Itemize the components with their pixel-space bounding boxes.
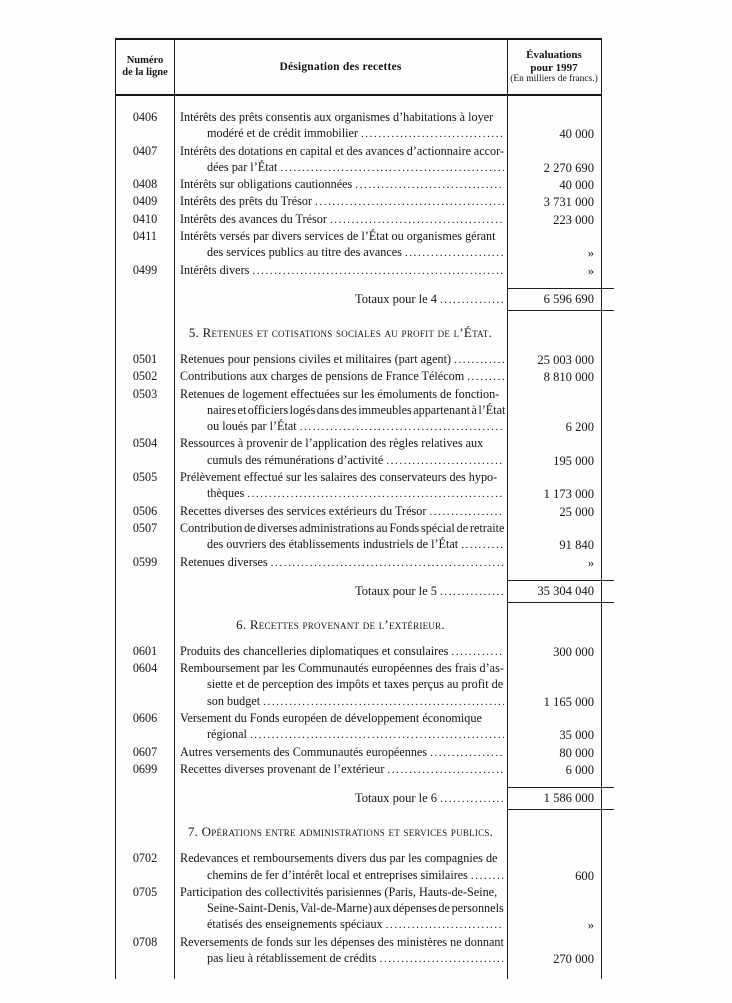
amount-value: 270 000 (553, 951, 594, 966)
designation-line: Ressources à provenir de l’application des règles relatives aux (180, 436, 484, 451)
dot-leader (268, 555, 504, 571)
line-number: 0505 (132, 470, 158, 485)
designation-text: chemins de fer d’intérêt local et entreprises similaires (207, 867, 468, 882)
table-row (116, 469, 601, 503)
designation-text: pas lieu à rétablissement de crédits (207, 950, 377, 965)
dot-leader (247, 727, 504, 743)
total-amount: 6 596 690 (507, 288, 614, 311)
designation-last-line (180, 244, 504, 261)
table-row (116, 262, 601, 279)
designation (174, 660, 507, 710)
line-number: 0503 (132, 386, 158, 401)
designation-text: Recettes diverses provenant de l’extérieur (180, 761, 385, 776)
designation (174, 109, 507, 143)
dot-leader (249, 263, 504, 279)
amount-value: 80 000 (559, 745, 594, 760)
designation-text: Autres versements des Communautés européennes (180, 744, 428, 759)
designation-line: Redevances et remboursements divers dus par les compagnies de (180, 851, 498, 866)
dot-leader (383, 453, 504, 469)
line-number: 0407 (132, 143, 158, 158)
table-row (116, 744, 601, 761)
designation-last-line (180, 159, 504, 176)
designation (174, 435, 507, 469)
total-label-text: Totaux pour le 6 (354, 791, 438, 806)
total-amount: 1 586 000 (507, 787, 614, 810)
designation-line: Contribution de diverses administrations au Fonds spécial de retraite (180, 520, 505, 535)
header-evaluations-text-1: Évaluations (526, 49, 582, 61)
table-row (116, 643, 601, 660)
line-number: 0599 (132, 554, 158, 569)
total-label (174, 292, 507, 307)
table-row (116, 211, 601, 228)
header-evaluations (507, 40, 601, 94)
designation (174, 643, 507, 660)
designation-text: Intérêts divers (180, 262, 250, 277)
designation (174, 351, 507, 368)
designation-last-line (180, 726, 504, 743)
total-label (174, 584, 507, 599)
total-row (116, 787, 601, 810)
designation-last-line (180, 262, 504, 279)
line-number: 0408 (132, 177, 158, 192)
dot-leader (377, 951, 504, 967)
designation-last-line (180, 485, 504, 502)
amount-value: 195 000 (553, 453, 594, 468)
amount-value: 25 003 000 (537, 352, 594, 367)
dot-leader (402, 245, 504, 261)
designation-last-line (180, 867, 504, 884)
line-number: 0705 (132, 884, 158, 899)
total-amount: 35 304 040 (507, 580, 614, 603)
dot-leader (464, 369, 504, 385)
designation-text: Intérêts des avances du Trésor (180, 211, 327, 226)
designation-last-line (180, 418, 504, 435)
table-row (116, 850, 601, 884)
line-number: 0699 (132, 761, 158, 776)
designation-text: des ouvriers des établissements industriels de l’État (207, 537, 459, 552)
designation-last-line (180, 125, 504, 142)
table-row (116, 193, 601, 210)
table-row (116, 435, 601, 469)
amount-value: 91 840 (559, 538, 594, 553)
amount-value: 25 000 (559, 504, 594, 519)
dot-leader (437, 793, 504, 805)
amount-value: 40 000 (559, 178, 594, 193)
designation (174, 143, 507, 177)
designation (174, 744, 507, 761)
designation-text: Intérêts des prêts du Trésor (180, 194, 313, 209)
designation-last-line (180, 950, 504, 967)
dot-leader (427, 745, 504, 761)
line-number: 0708 (132, 934, 158, 949)
dot-leader (277, 160, 504, 176)
designation-line: Seine-Saint-Denis, Val-de-Marne) aux dépenses de personnels (207, 901, 504, 916)
designation-text: Contributions aux charges de pensions de France Télécom (180, 369, 465, 384)
table-row (116, 386, 601, 436)
table-row (116, 368, 601, 385)
dot-leader (384, 762, 504, 778)
amount-value: 223 000 (553, 212, 594, 227)
amount-value: » (587, 263, 594, 278)
line-number: 0406 (132, 110, 158, 124)
designation (174, 934, 507, 968)
header-evaluations-text-2: pour 1997 (530, 61, 578, 74)
designation (174, 386, 507, 436)
amount-value: 2 270 690 (543, 160, 594, 175)
header-line-number-text-2: de la ligne (122, 67, 168, 78)
designation-last-line (180, 554, 504, 571)
section-title-row (116, 824, 601, 840)
designation-text: modéré et de crédit immobilier (207, 126, 358, 141)
dot-leader (451, 352, 504, 368)
designation-last-line (180, 536, 504, 553)
line-number: 0502 (132, 369, 158, 384)
amount-value: » (587, 246, 594, 261)
header-designation (174, 40, 507, 94)
designation-last-line (180, 351, 504, 368)
section-title-row (116, 325, 601, 341)
designation-line: Participation des collectivités parisiennes (Paris, Hauts-de-Seine, (180, 884, 498, 899)
dot-leader (327, 212, 504, 228)
designation-line: Remboursement par les Communautés européennes des frais d’as- (180, 661, 504, 676)
amount-value: 35 000 (559, 728, 594, 743)
table-row (116, 520, 601, 554)
header-line-number (116, 40, 174, 94)
designation (174, 469, 507, 503)
table-row (116, 934, 601, 968)
designation-last-line (180, 368, 504, 385)
amount-value: 1 165 000 (543, 694, 594, 709)
line-number: 0702 (132, 851, 158, 866)
designation-last-line (180, 452, 504, 469)
designation (174, 850, 507, 884)
designation (174, 710, 507, 744)
designation-last-line (180, 503, 504, 520)
amount-value: 40 000 (559, 127, 594, 142)
line-number: 0409 (132, 194, 158, 209)
designation-text: Recettes diverses des services extérieurs du Trésor (180, 503, 427, 518)
amount-value: 600 (575, 868, 594, 883)
header-designation-text: Désignation des recettes (279, 61, 402, 73)
table-row (116, 660, 601, 710)
designation-line: Prélèvement effectué sur les salaires des conservateurs des hypo- (180, 470, 498, 485)
line-number: 0604 (132, 661, 158, 676)
designation (174, 503, 507, 520)
dot-leader (352, 177, 504, 193)
line-number: 0501 (132, 351, 158, 366)
line-number: 0601 (132, 643, 158, 658)
section-title: 7. Opérations entre administrations et services publics. (187, 824, 494, 840)
designation-text: ou loués par l’État (207, 419, 297, 434)
table-header-row (116, 40, 601, 96)
dot-leader (448, 644, 504, 660)
designation (174, 262, 507, 279)
line-number: 0410 (132, 211, 158, 226)
total-row (116, 288, 601, 311)
designation-last-line (180, 744, 504, 761)
designation-text: Retenues pour pensions civiles et militaires (part agent) (180, 351, 452, 366)
amount-value: 6 200 (565, 420, 594, 435)
designation-text: étatisés des enseignements spéciaux (207, 917, 383, 932)
designation-text: des services publics au titre des avances (207, 245, 402, 260)
designation-line: Versement du Fonds européen de développement économique (180, 711, 482, 726)
designation-text: thèques (207, 486, 245, 501)
total-label-text: Totaux pour le 5 (354, 583, 438, 598)
table-row (116, 884, 601, 934)
designation-text: cumuls des rémunérations d’activité (207, 452, 384, 467)
designation-last-line (180, 761, 504, 778)
amount-value: 3 731 000 (543, 195, 594, 210)
dot-leader (437, 294, 504, 306)
column-divider-right (507, 40, 508, 979)
table-row (116, 761, 601, 778)
revenue-table (115, 38, 602, 979)
designation-last-line (180, 176, 504, 193)
dot-leader (458, 537, 504, 553)
amount-value: » (587, 918, 594, 933)
designation (174, 228, 507, 262)
designation-text: régional (207, 727, 247, 742)
dot-leader (383, 917, 504, 933)
total-label-text: Totaux pour le 4 (354, 291, 438, 306)
table-row (116, 554, 601, 571)
section-title: 6. Recettes provenant de l’extérieur. (236, 616, 445, 632)
amount-value: 6 000 (565, 762, 594, 777)
total-row (116, 580, 601, 603)
designation-last-line (180, 916, 504, 933)
designation (174, 520, 507, 554)
amount-value: 300 000 (553, 644, 594, 659)
dot-leader (297, 419, 504, 435)
designation-line: Intérêts des prêts consentis aux organismes d’habitations à loyer (180, 110, 494, 124)
designation-last-line (180, 693, 504, 710)
designation (174, 884, 507, 934)
dot-leader (437, 586, 504, 598)
designation-text: dées par l’État (207, 159, 278, 174)
line-number: 0506 (132, 503, 158, 518)
designation-line: Intérêts versés par divers services de l’État ou organismes gérant (180, 229, 496, 244)
table-row (116, 503, 601, 520)
line-number: 0411 (133, 229, 157, 244)
designation-text: Retenues diverses (180, 554, 268, 569)
dot-leader (244, 486, 504, 502)
section-title: 5. Retenues et cotisations sociales au profit de l’État. (188, 324, 493, 340)
line-number: 0606 (132, 711, 158, 726)
designation-line: Reversements de fonds sur les dépenses des ministères ne donnant (180, 934, 504, 949)
line-number: 0499 (132, 262, 158, 277)
dot-leader (426, 504, 504, 520)
dot-leader (358, 126, 504, 142)
amount-value: 8 810 000 (543, 370, 594, 385)
designation (174, 368, 507, 385)
designation-line: Intérêts des dotations en capital et des avances d’actionnaire accor- (180, 143, 504, 158)
header-evaluations-unit: (En milliers de francs.) (510, 74, 598, 84)
table-row (116, 109, 601, 143)
dot-leader (312, 194, 504, 210)
designation-last-line (180, 643, 504, 660)
designation (174, 176, 507, 193)
total-label (174, 791, 507, 806)
header-line-number-text-1: Numéro (126, 54, 164, 66)
table-row (116, 143, 601, 177)
column-divider-left (174, 40, 175, 979)
table-row (116, 351, 601, 368)
designation (174, 193, 507, 210)
table-body (116, 96, 601, 979)
line-number: 0607 (132, 744, 158, 759)
designation-line: siette et de perception des impôts et taxes perçus au profit de (207, 677, 504, 692)
line-number: 0504 (132, 436, 158, 451)
designation (174, 211, 507, 228)
amount-value: 1 173 000 (543, 487, 594, 502)
designation-last-line (180, 211, 504, 228)
section-title-row (116, 617, 601, 633)
dot-leader (260, 694, 504, 710)
designation-text: Intérêts sur obligations cautionnées (180, 177, 353, 192)
designation-text: son budget (207, 693, 261, 708)
designation-text: Produits des chancelleries diplomatiques et consulaires (180, 643, 449, 658)
line-number: 0507 (132, 520, 158, 535)
table-row (116, 228, 601, 262)
designation-line: naires et officiers logés dans des immeubles appartenant à l’État (207, 402, 506, 417)
amount-value: » (587, 555, 594, 570)
table-row (116, 710, 601, 744)
designation-last-line (180, 193, 504, 210)
designation-line: Retenues de logement effectuées sur les émoluments de fonction- (180, 386, 500, 401)
dot-leader (468, 868, 504, 884)
designation (174, 554, 507, 571)
designation (174, 761, 507, 778)
table-row (116, 176, 601, 193)
